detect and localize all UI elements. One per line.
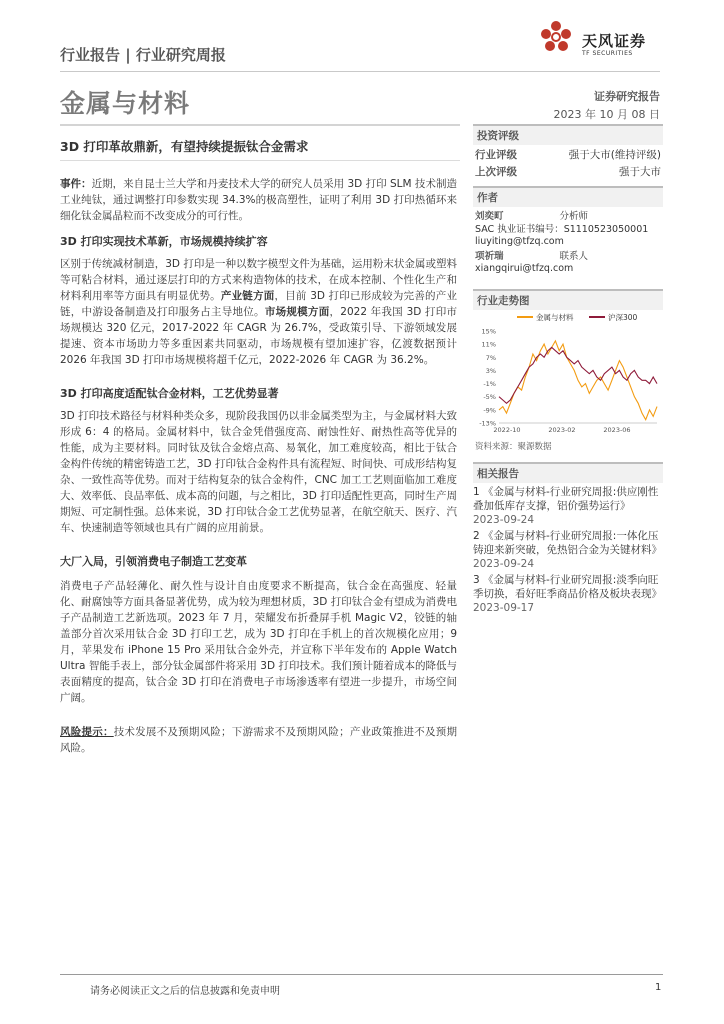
sec1-text-a: 区别于传统减材制造，3D 打印是一种以数字模型文件为基础，运用粉末状金属或塑料等可粘合材料，通过逐层打印的方式来构造物体的技术，在成本控制、个性化生产和材料利用率等方面具有明显优势。 <box>60 258 457 302</box>
main-content <box>60 176 457 756</box>
sec1-highlight-market: 市场规模方面 <box>264 306 330 318</box>
related-report-item[interactable] <box>473 529 663 571</box>
risk-text: 技术发展不及预期风险；下游需求不及预期风险；产业政策推进不及预期风险。 <box>60 726 458 754</box>
risk-paragraph <box>60 724 457 756</box>
author-email: xiangqirui@tfzq.com <box>475 263 574 274</box>
industry-trend-chart <box>473 305 663 445</box>
chart-source: 资料来源：聚源数据 <box>475 442 552 452</box>
related-reports-panel <box>473 462 663 615</box>
related-report-item[interactable] <box>473 485 663 527</box>
author-sac: SAC 执业证书编号：S1110523050001 <box>475 223 649 235</box>
y-tick-label: -9% <box>483 406 496 415</box>
risk-label: 风险提示： <box>60 726 114 738</box>
author-role: 联系人 <box>559 250 589 262</box>
author-heading: 作者 <box>473 186 663 207</box>
logo-mark-icon <box>541 21 571 51</box>
rating-value: 强于大市 <box>619 166 661 178</box>
rating-row <box>473 147 663 164</box>
y-tick-label: 11% <box>481 340 496 349</box>
y-tick-label: -13% <box>479 419 496 428</box>
footer-divider <box>60 974 663 975</box>
section-2-paragraph: 3D 打印技术路径与材料种类众多，现阶段我国仍以非金属类型为主，与金属材料大致形成 6：4 的格局。金属材料中，钛合金凭借强度高、耐蚀性好、耐热性高等优异的性能，成为主要材料。同时钛及钛合金熔点高、易氧化，加工难度较高，相比于钛合金构件传统的精密铸造工艺，3D 打印钛合金构件具有流程短、时间快、可成形结构复杂、一致性高等优势。而对于结构复杂的钛合金构件，CNC 加工工艺则面临加工难度大、效率低、良品率低、成本高的问题，与之相比，3D 打印适配性更高，同时生产周期短、可定制性强。总体来说，3D 打印钛合金工艺优势显著，在航空航天、医疗、汽车、快速制造等领域也具有广阔的应用前景。 <box>60 410 457 534</box>
legend-label: 沪深300 <box>608 313 638 322</box>
rating-key: 行业评级 <box>475 149 517 161</box>
y-tick-label: 15% <box>481 327 496 336</box>
logo-subname: TF SECURITIES <box>582 50 633 57</box>
rating-panel <box>473 124 663 181</box>
report-type: 证券研究报告 <box>594 90 660 103</box>
section-3-paragraph: 消费电子产品轻薄化、耐久性与设计自由度要求不断提高，钛合金在高强度、轻量化、耐腐蚀等方面具备显著优势，成为较为理想材质，3D 打印钛合金有望成为消费电子产品制造工艺新选项。2023 年 7 月，荣耀发布折叠屏手机 Magic V2，铰链的轴盖部分首次采用钛合金 3D 打印工艺，成为 3D 打印在手机上的首次规模化应用；9 月，苹果发布 iPhone 15 Pro 采用钛合金外壳，并宣称下半年发布的 Apple Watch Ultra 智能手表上，部分钛金属部件将采用 3D 打印技术。我们预计随着成本的降低与表面精度的提高，钛合金 3D 打印在消费电子市场渗透率有望进一步提升，市场空间广阔。 <box>60 580 457 704</box>
legend-label: 金属与材料 <box>536 313 574 322</box>
related-report-title[interactable]: 2 《金属与材料-行业研究周报:一体化压铸迎来新突破，免热铝合金为关键材料》 <box>473 530 662 556</box>
author-role: 分析师 <box>559 211 589 222</box>
report-date: 2023 年 10 月 08 日 <box>553 108 660 121</box>
report-subtitle: 3D 打印革故鼎新，有望持续提振钛合金需求 <box>60 139 309 154</box>
author-name: 项祈瑞 <box>475 250 504 262</box>
event-text: 近期，来自昆士兰大学和丹麦技术大学的研究人员采用 3D 打印 SLM 技术制造工业纯钛，通过调整打印参数实现 34.3%的极高塑性，证明了利用 3D 打印热循环来细化钛金属晶粒而不改变成分的可行性。 <box>60 178 457 222</box>
event-label: 事件： <box>60 178 92 190</box>
chart-heading: 行业走势图 <box>473 289 663 310</box>
sec1-highlight-chain: 产业链方面 <box>220 290 275 302</box>
footer-disclaimer: 请务必阅读正文之后的信息披露和免责申明 <box>90 986 280 997</box>
title-divider <box>60 124 460 126</box>
sec1-text-b: ，目前 3D 打印已形成较为完善的产业链，中游设备制造及打印服务占主导地位。 <box>60 290 458 318</box>
y-tick-label: 3% <box>485 366 496 375</box>
related-report-date: 2023-09-24 <box>473 558 535 570</box>
header-divider <box>60 71 660 72</box>
page-title: 金属与材料 <box>60 89 191 118</box>
subtitle-divider <box>60 160 460 161</box>
y-tick-label: -1% <box>483 380 496 389</box>
author-block <box>473 251 663 276</box>
rating-row <box>473 164 663 181</box>
related-heading: 相关报告 <box>473 462 663 483</box>
author-panel <box>473 186 663 276</box>
section-1-paragraph <box>60 256 457 368</box>
logo-name: 天风证券 <box>582 32 647 50</box>
sec1-text-c: ，2022 年我国 3D 打印市场规模达 320 亿元，2017-2022 年 CAGR 为 26.7%，受政策引导、下游领域发展提速、资本市场助力等多重因素共同驱动，市场规模有望加速扩容，亿渡数据预计 2026 年我国 3D 打印市场规模将超千亿元，2022-2026 年 CAGR 为 36.2%。 <box>60 306 458 366</box>
rating-value: 强于大市(维持评级) <box>568 149 661 161</box>
author-email: liuyiting@tfzq.com <box>475 236 564 247</box>
y-tick-label: -5% <box>483 393 496 402</box>
series-line <box>499 341 657 420</box>
related-report-date: 2023-09-17 <box>473 602 535 614</box>
related-report-date: 2023-09-24 <box>473 514 535 526</box>
section-title-2: 3D 打印高度适配钛合金材料，工艺优势显著 <box>60 387 279 400</box>
event-paragraph <box>60 176 457 224</box>
x-tick-label: 2022-10 <box>493 426 521 434</box>
author-block <box>473 211 663 249</box>
author-name: 刘奕町 <box>475 211 504 222</box>
report-category: 行业报告 | 行业研究周报 <box>60 46 226 64</box>
rating-heading: 投资评级 <box>473 124 663 145</box>
section-title-3: 大厂入局，引领消费电子制造工艺变革 <box>60 555 247 568</box>
related-report-title[interactable]: 3 《金属与材料-行业研究周报:淡季向旺季切换，看好旺季商品价格及板块表现》 <box>473 574 662 600</box>
x-tick-label: 2023-06 <box>603 426 631 434</box>
x-tick-label: 2023-02 <box>548 426 576 434</box>
related-report-item[interactable] <box>473 573 663 615</box>
related-report-title[interactable]: 1 《金属与材料-行业研究周报:供应刚性叠加低库存支撑，铝价强势运行》 <box>473 486 659 512</box>
page-number: 1 <box>655 982 662 993</box>
rating-key: 上次评级 <box>475 166 517 178</box>
y-tick-label: 7% <box>485 353 496 362</box>
section-title-1: 3D 打印实现技术革新，市场规模持续扩容 <box>60 235 268 248</box>
